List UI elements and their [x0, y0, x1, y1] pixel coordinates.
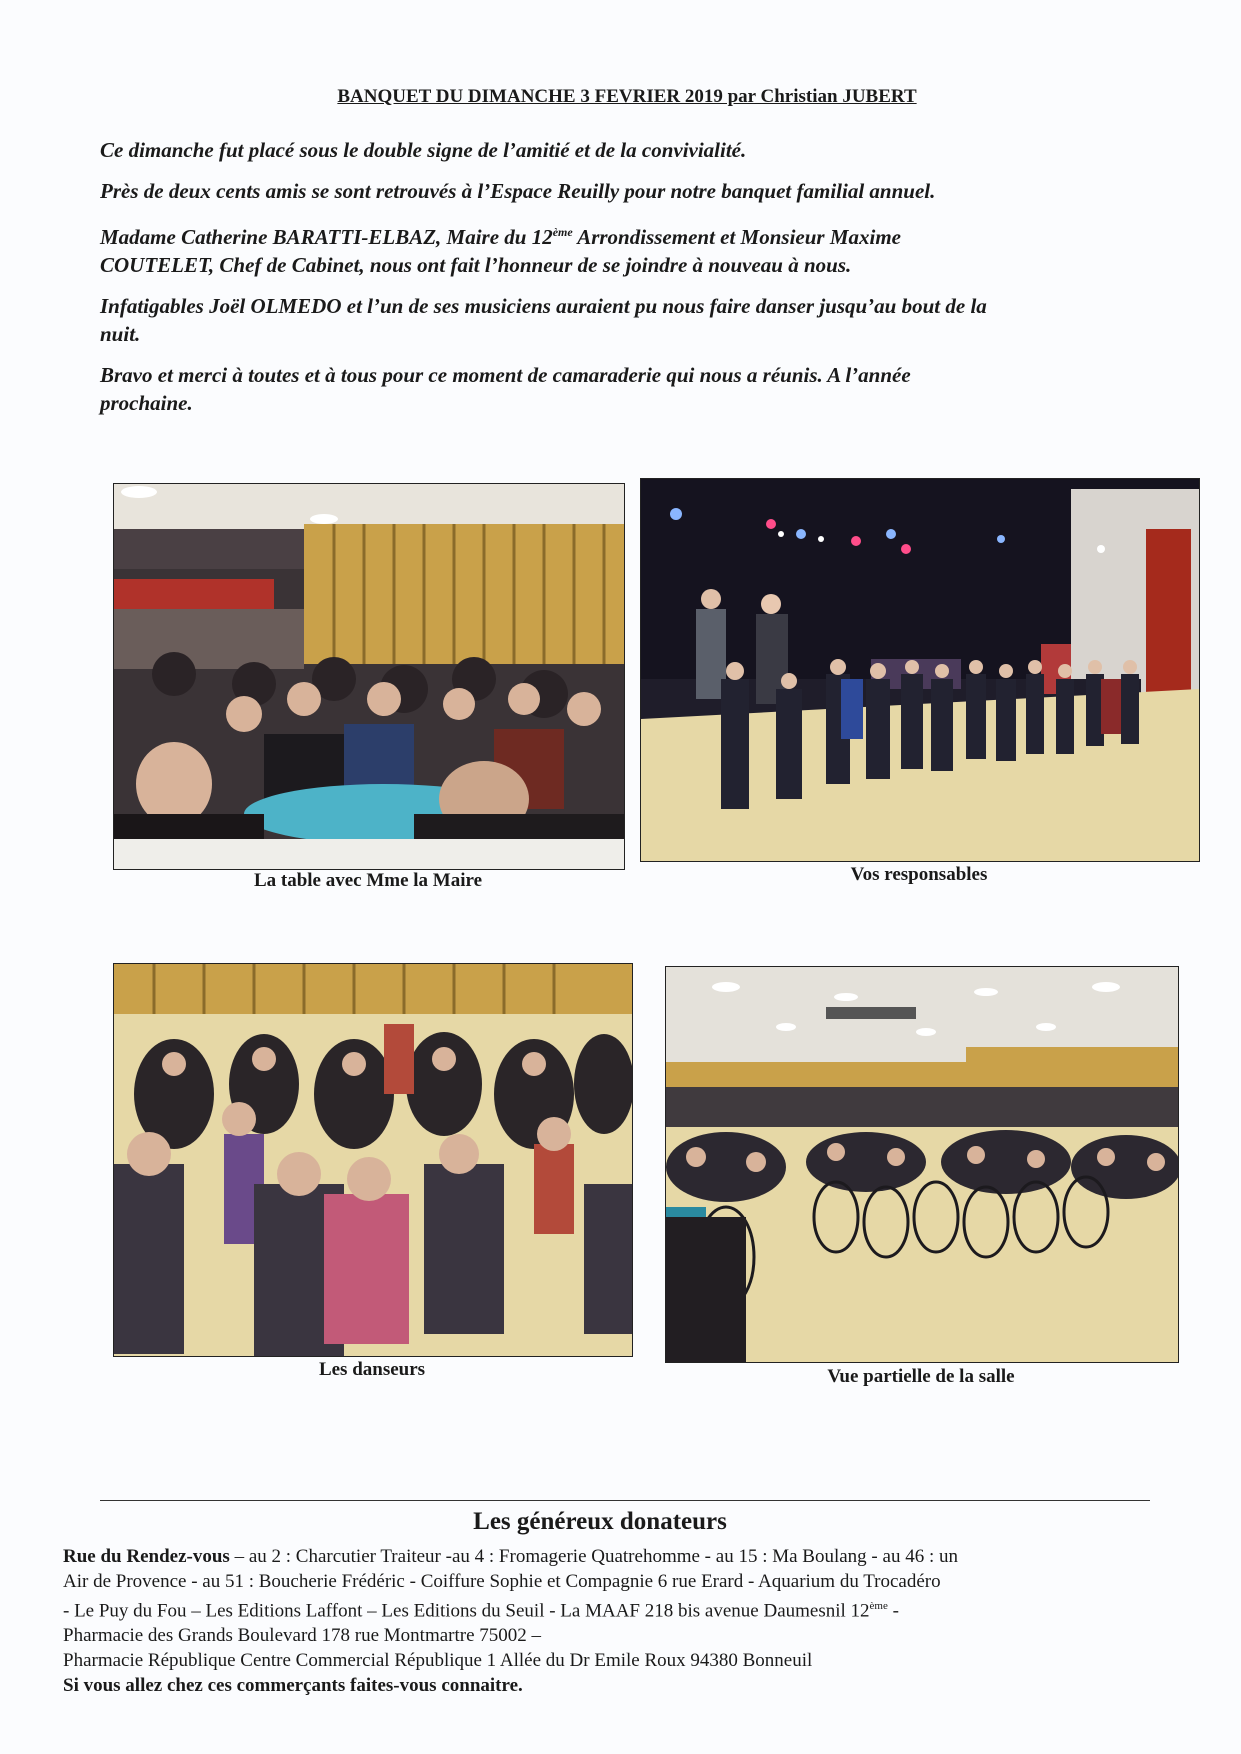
caption-hall-partial-view: Vue partielle de la salle [827, 1366, 1015, 1387]
donors-title: Les généreux donateurs [473, 1508, 727, 1535]
donors-line-6: Si vous allez chez ces commerçants faites-vous connaitre. [63, 1675, 523, 1697]
caption-table-with-mayor: La table avec Mme la Maire [253, 870, 483, 891]
intro-paragraph-2: Près de deux cents amis se sont retrouvés à l’Espace Reuilly pour notre banquet familial annuel. [100, 179, 936, 203]
donors-line-3: - Le Puy du Fou – Les Editions Laffont – Les Editions du Seuil - La MAAF 218 bis avenue Daumesnil 12ème - [63, 1600, 899, 1622]
photo-responsables-on-stage [640, 478, 1200, 862]
intro-paragraph-5: Bravo et merci à toutes et à tous pour ce moment de camaraderie qui nous a réunis. A l’année prochaine. [100, 363, 911, 415]
caption-responsables: Vos responsables [850, 864, 988, 885]
intro-paragraph-1: Ce dimanche fut placé sous le double signe de l’amitié et de la convivialité. [100, 138, 747, 162]
section-divider [100, 1500, 1150, 1501]
intro-paragraph-3: Madame Catherine BARATTI-ELBAZ, Maire du 12ème Arrondissement et Monsieur Maxime COUTELET, Chef de Cabinet, nous ont fait l’honneur de se joindre à nouveau à nous. [100, 225, 902, 277]
intro-text [100, 136, 1160, 430]
photo-hall-partial-view [665, 966, 1179, 1363]
page-title: BANQUET DU DIMANCHE 3 FEVRIER 2019 par Christian JUBERT [337, 86, 917, 107]
donors-line-4: Pharmacie des Grands Boulevard 178 rue Montmartre 75002 – [63, 1625, 542, 1647]
donors-line-1: Rue du Rendez-vous – au 2 : Charcutier Traiteur -au 4 : Fromagerie Quatrehomme - au 15 : Ma Boulang - au 46 : un [63, 1546, 958, 1567]
caption-dancers: Les danseurs [318, 1359, 426, 1380]
intro-paragraph-4: Infatigables Joël OLMEDO et l’un de ses musiciens auraient pu nous faire danser jusqu’au bout de la nuit. [100, 294, 987, 346]
donors-line-5: Pharmacie République Centre Commercial République 1 Allée du Dr Emile Roux 94380 Bonneuil [63, 1650, 813, 1672]
photo-dancers [113, 963, 633, 1357]
donors-line-2: Air de Provence - au 51 : Boucherie Frédéric - Coiffure Sophie et Compagnie 6 rue Erard - Aquarium du Trocadéro [63, 1571, 941, 1592]
photo-table-with-mayor [113, 483, 625, 870]
donors-list [63, 1544, 1173, 1698]
